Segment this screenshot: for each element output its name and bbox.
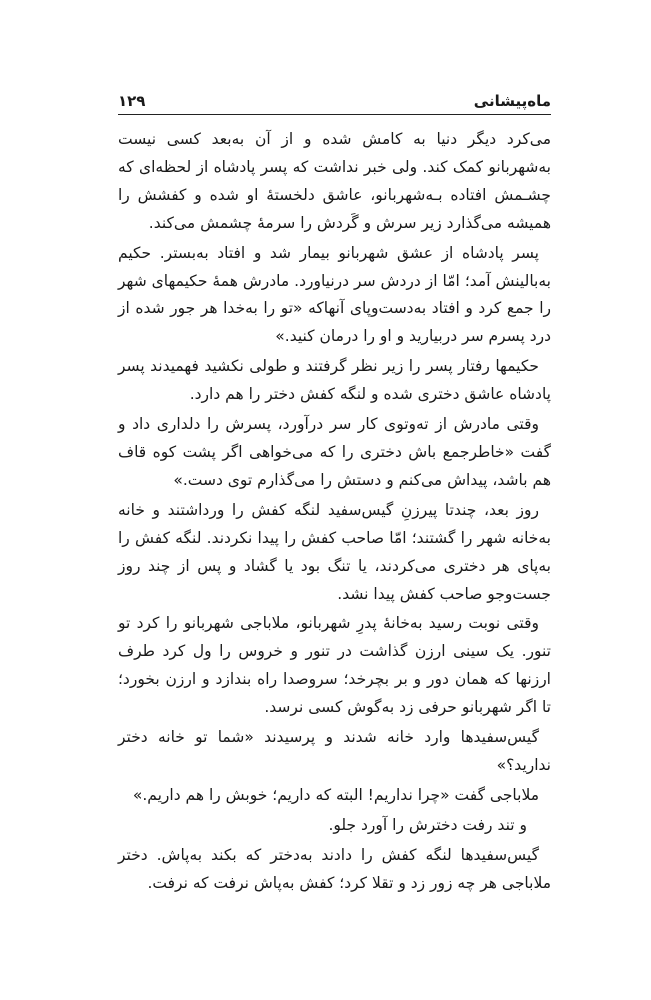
running-title: ماه‌پیشانی: [473, 92, 551, 110]
paragraph: و تند رفت دخترش را آورد جلو.: [328, 815, 527, 834]
paragraph: گیس‌سفیدها وارد خانه شدند و پرسیدند «شما تو خانه دختر ندارید؟»: [118, 728, 551, 774]
paragraph: حکیمها رفتار پسر را زیر نظر گرفتند و طولی نکشید فهمیدند پسر پادشاه عاشق دختری شده و لنگه کفش دختر را هم دارد.: [118, 357, 551, 404]
paragraph: پسر پادشاه از عشق شهربانو بیمار شد و افتاد به‌بستر. حکیم به‌بالینش آمد؛ امّا از دردش سر درنیاورد. مادرش همهٔ حکیمهای شهر را جمع کرد و افتاد به‌دست‌وپای آنهاکه «تو را به‌خدا هر جور شده از درد پسرم سر دربیارید و او را درمان کنید.»: [118, 243, 551, 346]
paragraph: گیس‌سفیدها لنگه کفش را دادند به‌دختر که بکند به‌پاش. دختر ملاباجی هر چه زور زد و تقلا کرد؛ کفش به‌پاش نرفت که نرفت.: [118, 845, 551, 892]
paragraph: وقتی مادرش از ته‌وتوی کار سر درآورد، پسرش را دلداری داد و گفت «خاطرجمع باش دختری را که می‌خواهی اگر پشت کوه قاف هم باشد، پیداش می‌کنم و دستش را می‌گذارم توی دست.»: [118, 415, 551, 489]
paragraph: می‌کرد دیگر دنیا به کامش شده و از آن به‌بعد کسی نیست به‌شهربانو کمک کند. ولی خبر نداشت که پسر پادشاه از لحظه‌ای که چشـمش افتاده بـه‌شهربانو، عاشق دلخستهٔ او شده و کفشش را همیشه می‌گذارد زیر سرش و گَردش را سرمهٔ چشمش می‌کند.: [118, 130, 551, 232]
paragraph: وقتی نوبت رسید به‌خانهٔ پدرِ شهربانو، ملاباجی شهربانو را کرد تو تنور. یک سینی ارزن گذاشت در تنور و خروس را ول کرد طرف ارزنها که همان دور و بر بچرخد؛ سروصدا راه بندازد و ارزن بخورد؛ تا اگر شهربانو حرفی زد به‌گوش کسی نرسد.: [118, 614, 551, 717]
paragraph: روز بعد، چندتا پیرزنِ گیس‌سفید لنگه کفش را ورداشتند و خانه به‌خانه شهر را گشتند؛ امّا صاحب کفش را پیدا نکردند. لنگه کفش را به‌پای هر دختری می‌کردند، یا تنگ بود یا گشاد و پس از چند روز جست‌وجو صاحب کفش پیدا نشد.: [118, 500, 551, 603]
body-text: [118, 126, 551, 899]
header-rule: [118, 114, 551, 115]
page-header: [118, 86, 551, 110]
page-number: ۱۲۹: [118, 92, 146, 110]
paragraph: ملاباجی گفت «چرا نداریم! البته که داریم؛ خوبش را هم داریم.»: [132, 785, 539, 804]
